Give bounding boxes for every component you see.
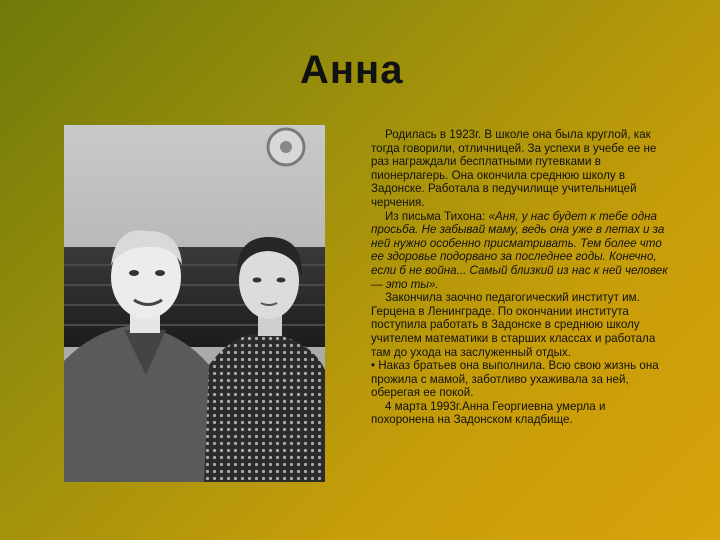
biography-text <box>371 128 671 427</box>
portrait-photo <box>64 125 325 482</box>
bio-paragraph-5: 4 марта 1993г.Анна Георгиевна умерла и похоронена на Задонском кладбище. <box>371 399 606 427</box>
bio-paragraph-3: Закончила заочно педагогический институт им. Герцена в Ленинграде. По окончании института поступила работать в Задонске в среднюю школу учителем математики в старших классах и работала там до ухода на заслуженный отдых. <box>371 291 656 359</box>
letter-quote: «Аня, у нас будет к тебе одна просьба. Не забывай маму, ведь она уже в летах и за ней нужно особенно присматривать. Тем более что ее здоровье подорвано за последнее годы. Конечно, если б не война... Самый близкий из нас к ней человек — это ты». <box>371 209 668 291</box>
bio-paragraph-1: Родилась в 1923г. В школе она была круглой, как тогда говорили, отличницей. За успехи в учебе ее не раз награждали бесплатными путевками в пионерлагерь. Она окончила среднюю школу в Задонске. Работала в педучилище учительницей черчения. <box>371 128 657 209</box>
slide-title: Анна <box>300 48 404 92</box>
letter-intro: Из письма Тихона: <box>385 209 489 223</box>
bio-paragraph-letter <box>371 210 671 292</box>
bio-paragraph-4: • Наказ братьев она выполнила. Всю свою жизнь она прожила с мамой, заботливо ухаживала за ней, оберегая ее покой. <box>371 359 659 400</box>
